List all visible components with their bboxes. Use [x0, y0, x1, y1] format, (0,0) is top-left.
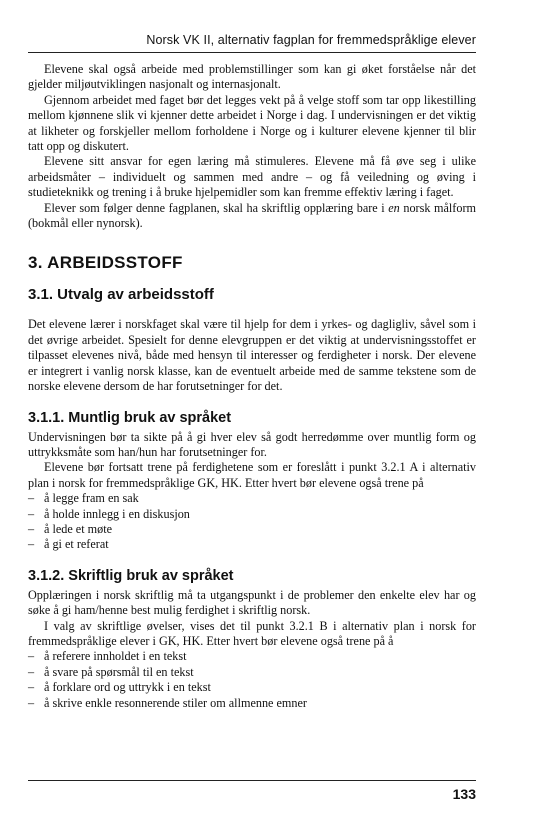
page-content	[28, 62, 476, 711]
intro-p4-emphasis: en	[388, 200, 400, 215]
list-item: – å skrive enkle resonnerende stiler om allmenne emner	[28, 696, 476, 711]
written-skills-list	[28, 649, 476, 711]
footer-rule	[28, 780, 476, 781]
list-item: – å forklare ord og uttrykk i en tekst	[28, 680, 476, 695]
intro-paragraph-4	[28, 201, 476, 232]
list-item: – å lede et møte	[28, 522, 476, 537]
intro-p4-text-b: norsk målform (bokmål eller nynorsk).	[28, 200, 476, 231]
section-3-1-2-paragraph-1: Opplæringen i norsk skriftlig må ta utgangspunkt i de problemer den enkelte elev har og søke å gi ham/henne best mulig ferdighet i skriftlig norsk.	[28, 587, 476, 618]
intro-paragraph-1: Elevene skal også arbeide med problemstillinger som kan gi øket forståelse når det gjelder miljøutviklingen nasjonalt og internasjonalt.	[28, 62, 476, 92]
list-item: – å holde innlegg i en diskusjon	[28, 507, 476, 522]
section-heading-3-1-2: 3.1.2. Skriftlig bruk av språket	[28, 567, 234, 584]
list-item: – å gi et referat	[28, 537, 476, 552]
page-number: 133	[452, 786, 476, 802]
section-3-1-text: Det elevene lærer i norskfaget skal være til hjelp for dem i yrkes- og dagligliv, såvel som i det øvrige arbeidet. Spesielt for denne elevgruppen er det viktig at undervisningsstoffet er tilpasset elevenes nivå, både med hensyn til interesser og ferdigheter i norsk. Der elevene er integrert i vanlig norsk klasse, kan de eventuelt arbeide med de samme tekstene som de norske elevene dersom de har forutsetninger for det.	[28, 317, 476, 394]
section-3-1-1-paragraph-1: Undervisningen bør ta sikte på å gi hver elev så godt herredømme over muntlig form og uttrykksmåte som han/hun har forutsetninger for.	[28, 429, 476, 459]
running-header: Norsk VK II, alternativ fagplan for fremmedspråklige elever	[146, 33, 476, 47]
oral-skills-list	[28, 491, 476, 553]
section-heading-3-1: 3.1. Utvalg av arbeidsstoff	[28, 286, 214, 304]
intro-paragraph-2: Gjennom arbeidet med faget bør det legges vekt på å velge stoff som tar opp likestilling mellom kjønnene slik vi kjenner dette arbeidet i Norge i dag. I undervisningen er det viktig at likheter og forskjeller mellom forholdene i Norge og i kulturer elevene kjenner til blir tatt opp og diskutert.	[28, 92, 476, 154]
list-item: – å legge fram en sak	[28, 491, 476, 506]
section-heading-3-1-1: 3.1.1. Muntlig bruk av språket	[28, 409, 232, 426]
section-3-1-1-paragraph-2: Elevene bør fortsatt trene på ferdighetene som er foreslått i punkt 3.2.1 A i alternativ plan i norsk for fremmedspråklige GK, HK. Etter hvert bør elevene også trene på	[28, 460, 476, 490]
list-item: – å svare på spørsmål til en tekst	[28, 665, 476, 680]
intro-p4-text-a: Elever som følger denne fagplanen, skal ha skriftlig opplæring bare i	[44, 200, 389, 215]
intro-paragraph-3: Elevene sitt ansvar for egen læring må stimuleres. Elevene må få øve seg i ulike arbeidsmåter – individuelt og sammen med andre – og få veiledning og øving i studieteknikk og trening i å bruke hjelpemidler som kan fremme effektiv læring i faget.	[28, 154, 476, 200]
section-3-1-2-paragraph-2: I valg av skriftlige øvelser, vises det til punkt 3.2.1 B i alternativ plan i norsk for fremmedspråklige elever i GK, HK. Etter hvert bør elevene også trene på å	[28, 618, 476, 648]
header-rule	[28, 52, 476, 53]
list-item: – å referere innholdet i en tekst	[28, 649, 476, 664]
section-heading-3: 3. ARBEIDSSTOFF	[28, 253, 183, 273]
